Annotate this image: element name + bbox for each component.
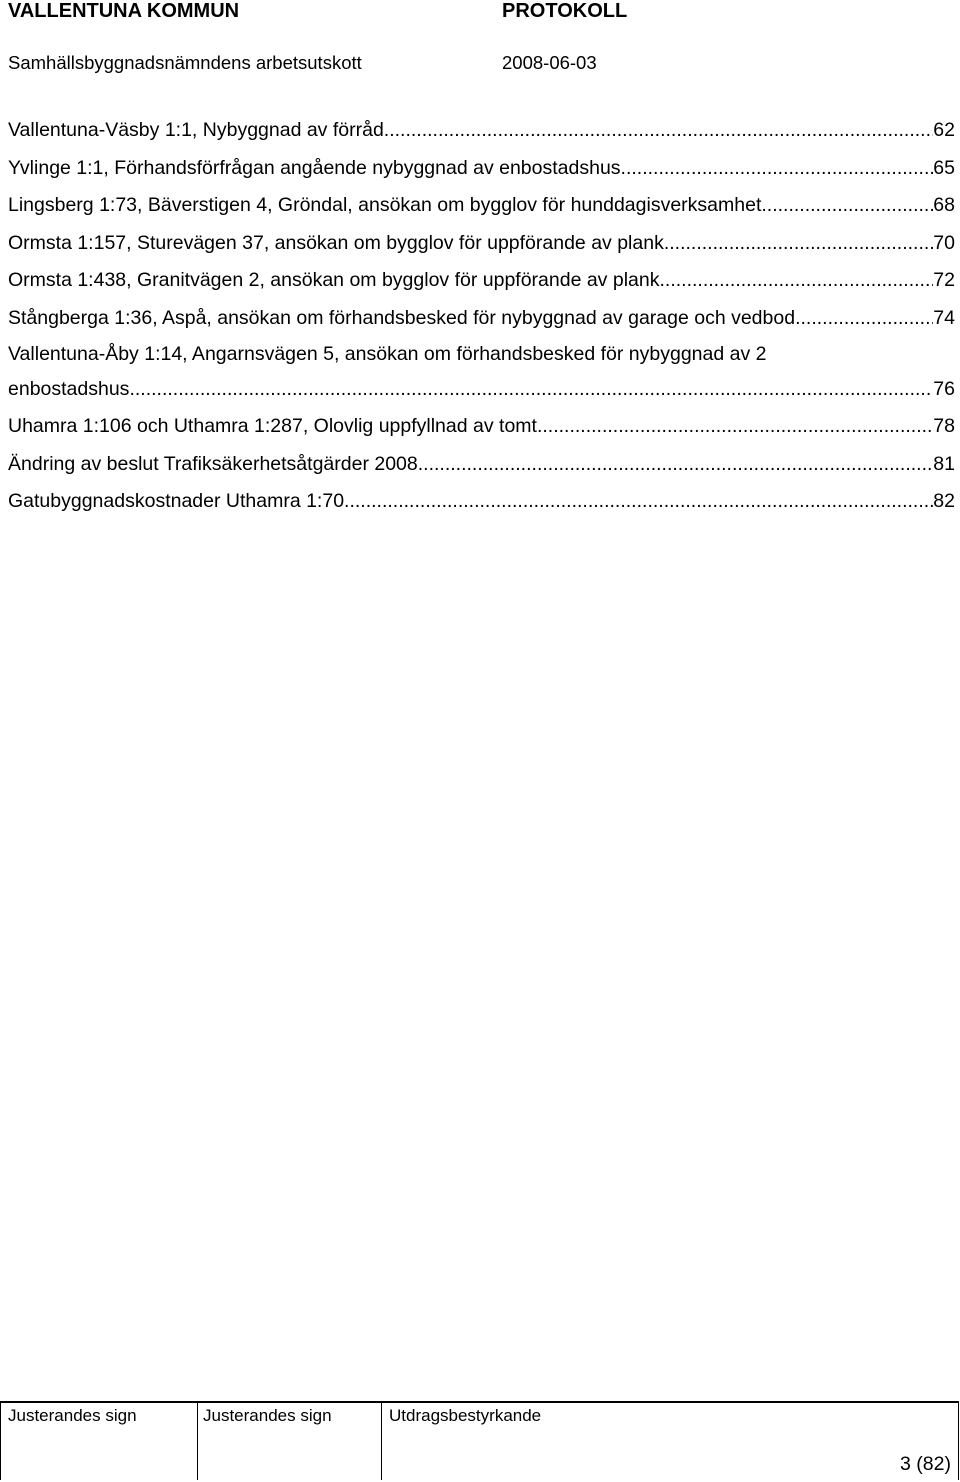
toc-entry-title: Vallentuna-Åby 1:14, Angarnsvägen 5, ansökan om förhandsbesked för nybyggnad av 2	[8, 343, 767, 365]
table-of-contents	[8, 112, 955, 521]
toc-dot-leader	[761, 187, 933, 225]
footer-cell-divider	[958, 1401, 959, 1480]
toc-dot-leader	[344, 483, 933, 521]
document-type: PROTOKOLL	[502, 0, 628, 22]
toc-dot-leader	[537, 408, 933, 446]
toc-dot-leader	[795, 300, 933, 338]
toc-entry-page: 82	[933, 490, 955, 512]
committee-name: Samhällsbyggnadsnämndens arbetsutskott	[8, 52, 362, 73]
toc-entry-title: Ormsta 1:157, Sturevägen 37, ansökan om bygglov för uppförande av plank	[8, 231, 664, 254]
footer-cell-divider	[197, 1401, 198, 1480]
footer-cell-divider	[0, 1401, 1, 1480]
toc-entry-title: Ändring av beslut Trafiksäkerhetsåtgärder 2008	[8, 452, 418, 475]
toc-entry-continuation	[8, 371, 955, 408]
toc-entry-page: 62	[933, 119, 955, 141]
toc-entry[interactable]	[8, 483, 955, 521]
toc-entry-title: Lingsberg 1:73, Bäverstigen 4, Gröndal, ansökan om bygglov för hunddagisverksamhet	[8, 194, 762, 216]
footer-cell-divider	[381, 1401, 382, 1480]
toc-entry-title: Uhamra 1:106 och Uthamra 1:287, Olovlig uppfyllnad av tomt	[8, 415, 537, 437]
toc-dot-leader	[664, 225, 933, 263]
meeting-date: 2008-06-03	[502, 52, 597, 73]
toc-entry[interactable]	[8, 112, 955, 150]
toc-entry-page: 76	[933, 378, 955, 400]
toc-entry[interactable]	[8, 225, 955, 263]
toc-entry[interactable]	[8, 337, 955, 408]
signature-label-2: Justerandes sign	[203, 1406, 332, 1425]
toc-dot-leader	[384, 112, 934, 150]
organization-name: VALLENTUNA KOMMUN	[8, 0, 240, 22]
toc-dot-leader	[621, 150, 934, 188]
toc-entry[interactable]	[8, 150, 955, 188]
toc-dot-leader	[129, 371, 933, 408]
toc-entry[interactable]	[8, 262, 955, 300]
page-header	[0, 0, 960, 90]
toc-entry-page: 81	[933, 452, 955, 475]
toc-entry-page: 74	[933, 306, 955, 329]
toc-entry-page: 72	[933, 269, 955, 291]
toc-entry-title: Ormsta 1:438, Granitvägen 2, ansökan om bygglov för uppförande av plank	[8, 269, 660, 291]
toc-entry-page: 70	[933, 231, 955, 254]
toc-entry-title: Stångberga 1:36, Aspå, ansökan om förhandsbesked för nybyggnad av garage och vedbod	[8, 306, 796, 329]
page-indicator: 3 (82)	[900, 1453, 951, 1475]
toc-entry-title-continued: enbostadshus	[8, 378, 130, 400]
signature-footer	[0, 1401, 959, 1480]
toc-dot-leader	[659, 262, 933, 300]
toc-entry-page: 68	[933, 194, 955, 216]
footer-rule	[0, 1401, 959, 1403]
toc-entry[interactable]	[8, 408, 955, 446]
extract-certification-label: Utdragsbestyrkande	[389, 1406, 542, 1425]
toc-entry-page: 78	[933, 415, 955, 437]
toc-entry[interactable]	[8, 446, 955, 484]
toc-entry-title: Vallentuna-Väsby 1:1, Nybyggnad av förråd	[8, 119, 384, 141]
toc-entry-page: 65	[933, 156, 955, 179]
toc-entry[interactable]	[8, 300, 955, 338]
toc-entry-title: Gatubyggnadskostnader Uthamra 1:70	[8, 490, 345, 512]
toc-dot-leader	[418, 446, 934, 484]
toc-entry-title: Yvlinge 1:1, Förhandsförfrågan angående nybyggnad av enbostadshus	[8, 156, 621, 179]
toc-entry[interactable]	[8, 187, 955, 225]
signature-label-1: Justerandes sign	[8, 1406, 137, 1425]
